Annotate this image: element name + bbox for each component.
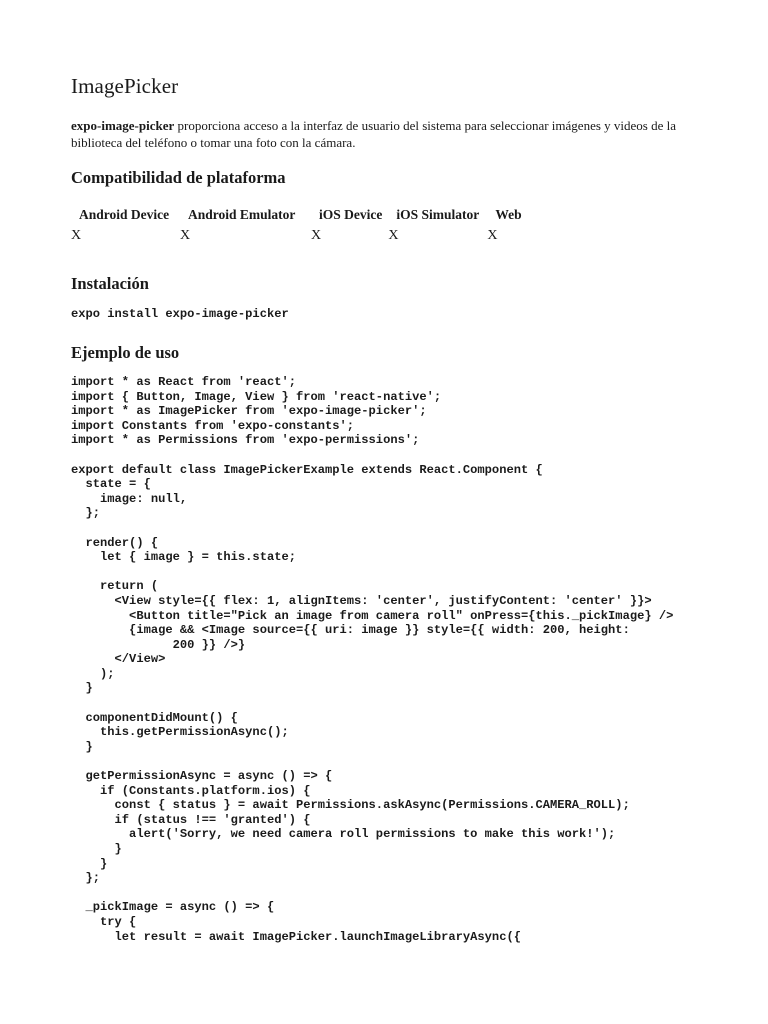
intro-paragraph bbox=[71, 118, 701, 151]
header-ios-simulator: iOS Simulator bbox=[396, 207, 480, 222]
package-name: expo-image-picker bbox=[71, 118, 175, 133]
compatibility-table bbox=[71, 207, 522, 244]
header-web: Web bbox=[495, 207, 522, 222]
usage-example-code: import * as React from 'react'; import { Button, Image, View } from 'react-native'; import * as ImagePicker from 'expo-image-picker'; import Constants from 'expo-constants'; import * as Permissions from 'expo-permissions'; export default class ImagePickerExample extends React.Component { state = { image: null, }; render() { let { image } = this.state; return ( <View style={{ flex: 1, alignItems: 'center', justifyContent: 'center' }}> <Button title="Pick an image from camera roll" onPress={this._pickImage} /> {image && <Image source={{ uri: image }} style={{ width: 200, height: 200 }} />} </View> ); } componentDidMount() { this.getPermissionAsync(); } getPermissionAsync = async () => { if (Constants.platform.ios) { const { status } = await Permissions.askAsync(Permissions.CAMERA_ROLL); if (status !== 'granted') { alert('Sorry, we need camera roll permissions to make this work!'); } } }; _pickImage = async () => { try { let result = await ImagePicker.launchImageLibraryAsync({ bbox=[71, 375, 674, 944]
compatibility-heading: Compatibilidad de plataforma bbox=[71, 168, 286, 187]
page-title: ImagePicker bbox=[71, 74, 179, 98]
installation-heading: Instalación bbox=[71, 274, 149, 293]
compatibility-header-row bbox=[71, 207, 522, 226]
header-android-emulator: Android Emulator bbox=[188, 207, 296, 222]
header-android-device: Android Device bbox=[79, 207, 170, 222]
value-ios-simulator: X bbox=[388, 228, 399, 243]
install-command-code: expo install expo-image-picker bbox=[71, 307, 289, 321]
value-ios-device: X bbox=[311, 228, 322, 243]
value-android-device: X bbox=[71, 228, 82, 243]
usage-example-heading: Ejemplo de uso bbox=[71, 343, 180, 362]
compatibility-value-row bbox=[71, 226, 522, 244]
value-android-emulator: X bbox=[180, 228, 191, 243]
value-web: X bbox=[487, 228, 498, 243]
intro-text: proporciona acceso a la interfaz de usuario del sistema para seleccionar imágenes y videos de la biblioteca del teléfono o tomar una foto con la cámara. bbox=[71, 118, 676, 150]
header-ios-device: iOS Device bbox=[319, 207, 383, 222]
